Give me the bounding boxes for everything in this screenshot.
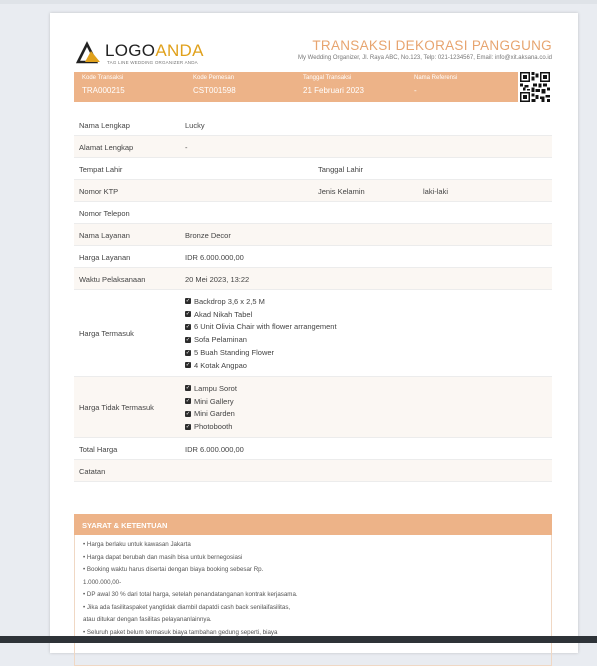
checkbox-checked-icon: ✓ [185,385,191,392]
table-row: Alamat Lengkap - [74,136,552,158]
logo-wordmark: LOGOANDA [105,41,204,60]
table-row: Harga Tidak Termasuk ✓ Lampu Sorot ✓ Mini Gallery ✓ Mini Garden ✓ Photobooth [74,377,552,438]
document-page [50,13,578,653]
logo-triangle-icon [76,40,102,64]
list-item: ✓ Akad Nikah Tabel [185,309,253,319]
list-item: • DP awal 30 % dari total harga, setelah penandatanganan kontrak kerjasama. [83,591,298,598]
list-item: ✓ Backdrop 3,6 x 2,5 M [185,296,265,306]
table-row: Nama Layanan Bronze Decor [74,224,552,246]
terms-section-header: SYARAT & KETENTUAN [74,514,552,535]
checkbox-checked-icon: ✓ [185,336,191,343]
table-row: Catatan [74,460,552,482]
table-row: Harga Layanan IDR 6.000.000,00 [74,246,552,268]
company-address: My Wedding Organizer, Jl. Raya ABC, No.123, Telp: 021-1234567, Email: info@xit.aksana.co.id [297,55,552,61]
logo-tagline: TAG LINE WEDDING ORGANIZER ANDA [107,60,198,65]
list-item: atau ditukar dengan fasilitas pelayananlainnya. [83,616,212,623]
customer-details-table [74,114,552,482]
checkbox-checked-icon: ✓ [185,349,191,356]
table-row: Nomor Telepon [74,202,552,224]
excluded-items-list [185,382,237,433]
checkbox-checked-icon: ✓ [185,423,191,430]
table-row: Nomor KTP Jenis Kelamin laki-laki [74,180,552,202]
browser-bottom-strip [0,636,597,643]
list-item: • Harga berlaku untuk kawasan Jakarta [83,541,191,548]
checkbox-checked-icon: ✓ [185,298,191,305]
table-row: Nama Lengkap Lucky [74,114,552,136]
list-item: ✓ Sofa Pelaminan [185,335,247,345]
list-item: • Harga dapat berubah dan masih bisa untuk bernegosiasi [83,553,243,561]
list-item: ✓ Mini Gallery [185,396,234,406]
terms-section-body [74,535,552,666]
list-item: ✓ Mini Garden [185,409,235,419]
table-row: Tempat Lahir Tanggal Lahir [74,158,552,180]
list-item: ✓ 6 Unit Olivia Chair with flower arrangement [185,322,337,332]
list-item: ✓ 4 Kotak Angpao [185,360,247,370]
list-item: • Jika ada fasilitaspaket yangtidak diambil dapatdi cash back senilaifasilitas, [83,603,291,611]
browser-top-strip [0,0,597,4]
checkbox-checked-icon: ✓ [185,323,191,330]
qr-code-icon [518,72,552,102]
checkbox-checked-icon: ✓ [185,362,191,369]
list-item: ✓ Photobooth [185,422,233,432]
list-item: ✓ 5 Buah Standing Flower [185,348,275,358]
table-row: Harga Termasuk ✓ Backdrop 3,6 x 2,5 M ✓ Akad Nikah Tabel ✓ 6 Unit Olivia Chair with flower arrangement ✓ Sofa Pelaminan ✓ 5 Buah Standing Flower ✓ 4 Kotak Angpao [74,290,552,377]
checkbox-checked-icon: ✓ [185,398,191,405]
checkbox-checked-icon: ✓ [185,311,191,318]
list-item: ✓ Lampu Sorot [185,383,237,393]
list-item: • Booking waktu harus disertai dengan biaya booking sebesar Rp. [83,566,264,573]
document-title: TRANSAKSI DEKORASI PANGGUNG [312,38,552,53]
checkbox-checked-icon: ✓ [185,410,191,417]
list-item: 1.000.000,00- [83,578,122,586]
table-row: Waktu Pelaksanaan 20 Mei 2023, 13:22 [74,268,552,290]
terms-list [83,539,298,639]
included-items-list [185,295,337,372]
list-item: • Seluruh paket belum termasuk biaya tambahan gedung seperti, biaya [83,628,278,636]
transaction-info-band: Kode Transaksi TRA000215 Kode Pemesan CST001598 Tanggal Transaksi 21 Februari 2023 Nama Referensi - [74,72,518,102]
table-row: Total Harga IDR 6.000.000,00 [74,438,552,460]
